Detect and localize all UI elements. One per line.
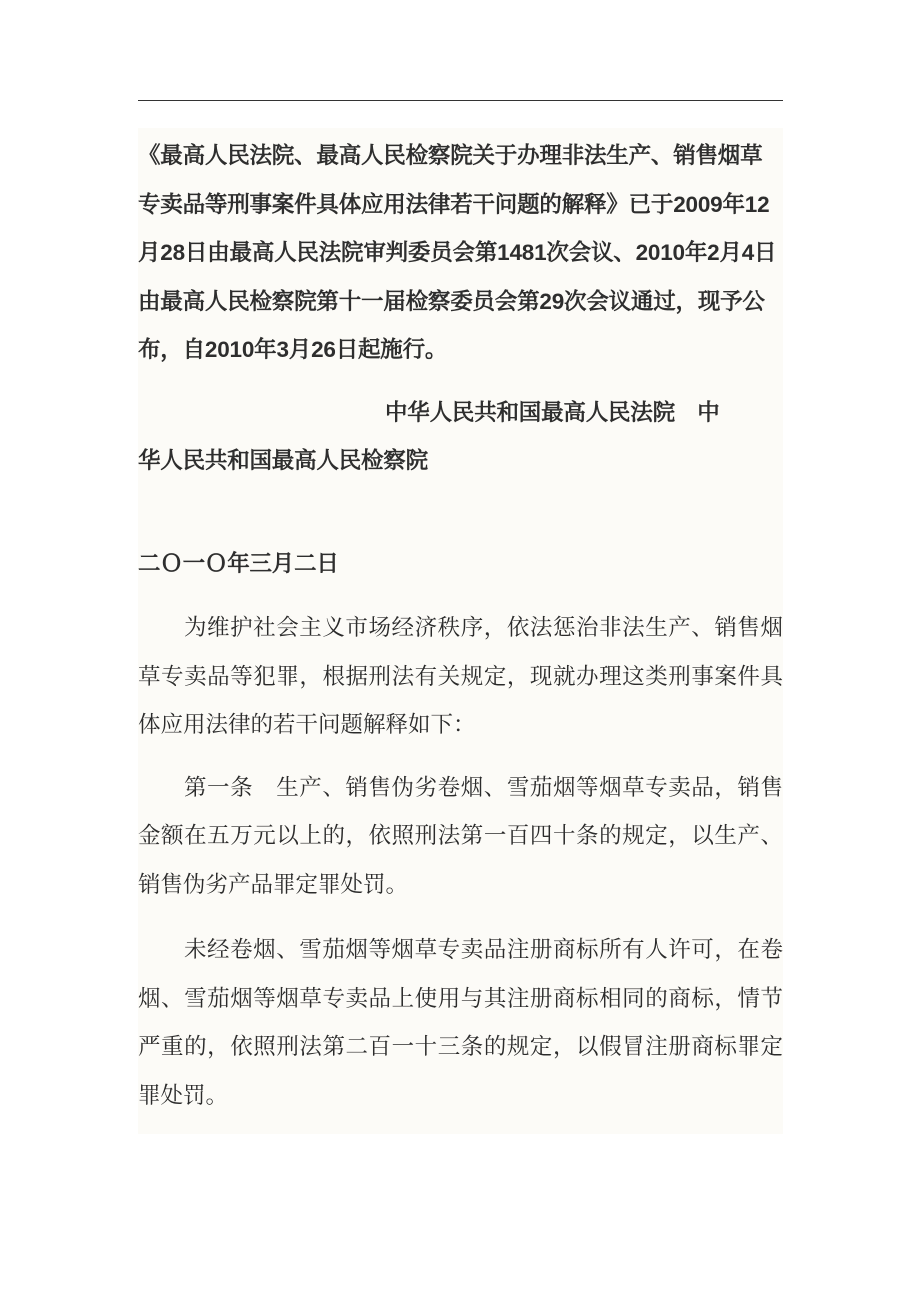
intro-paragraph: 《最高人民法院、最高人民检察院关于办理非法生产、销售烟草专卖品等刑事案件具体应用法律若干问题的解释》已于2009年12月28日由最高人民法院审判委员会第1481次会议、2010年2月4日由最高人民检察院第十一届检察委员会第29次会议通过，现予公布，自2010年3月26日起施行。 <box>138 143 777 362</box>
document-body <box>138 128 783 1134</box>
preamble-paragraph: 为维护社会主义市场经济秩序，依法惩治非法生产、销售烟草专卖品等犯罪，根据刑法有关规定，现就办理这类刑事案件具体应用法律的若干问题解释如下： <box>138 615 783 738</box>
header-rule <box>138 100 783 101</box>
signature-line-2: 华人民共和国最高人民检察院 <box>138 448 428 473</box>
issue-date: 二Ｏ一Ｏ年三月二日 <box>138 550 339 576</box>
signature-line-1: 中华人民共和国最高人民法院 中 <box>385 399 720 425</box>
article-1-paragraph: 第一条 生产、销售伪劣卷烟、雪茄烟等烟草专卖品，销售金额在五万元以上的，依照刑法第一百四十条的规定，以生产、销售伪劣产品罪定罪处罚。 <box>138 774 783 898</box>
article-1-paragraph-2: 未经卷烟、雪茄烟等烟草专卖品注册商标所有人许可，在卷烟、雪茄烟等烟草专卖品上使用与其注册商标相同的商标，情节严重的，依照刑法第二百一十三条的规定，以假冒注册商标罪定罪处罚。 <box>138 937 783 1109</box>
